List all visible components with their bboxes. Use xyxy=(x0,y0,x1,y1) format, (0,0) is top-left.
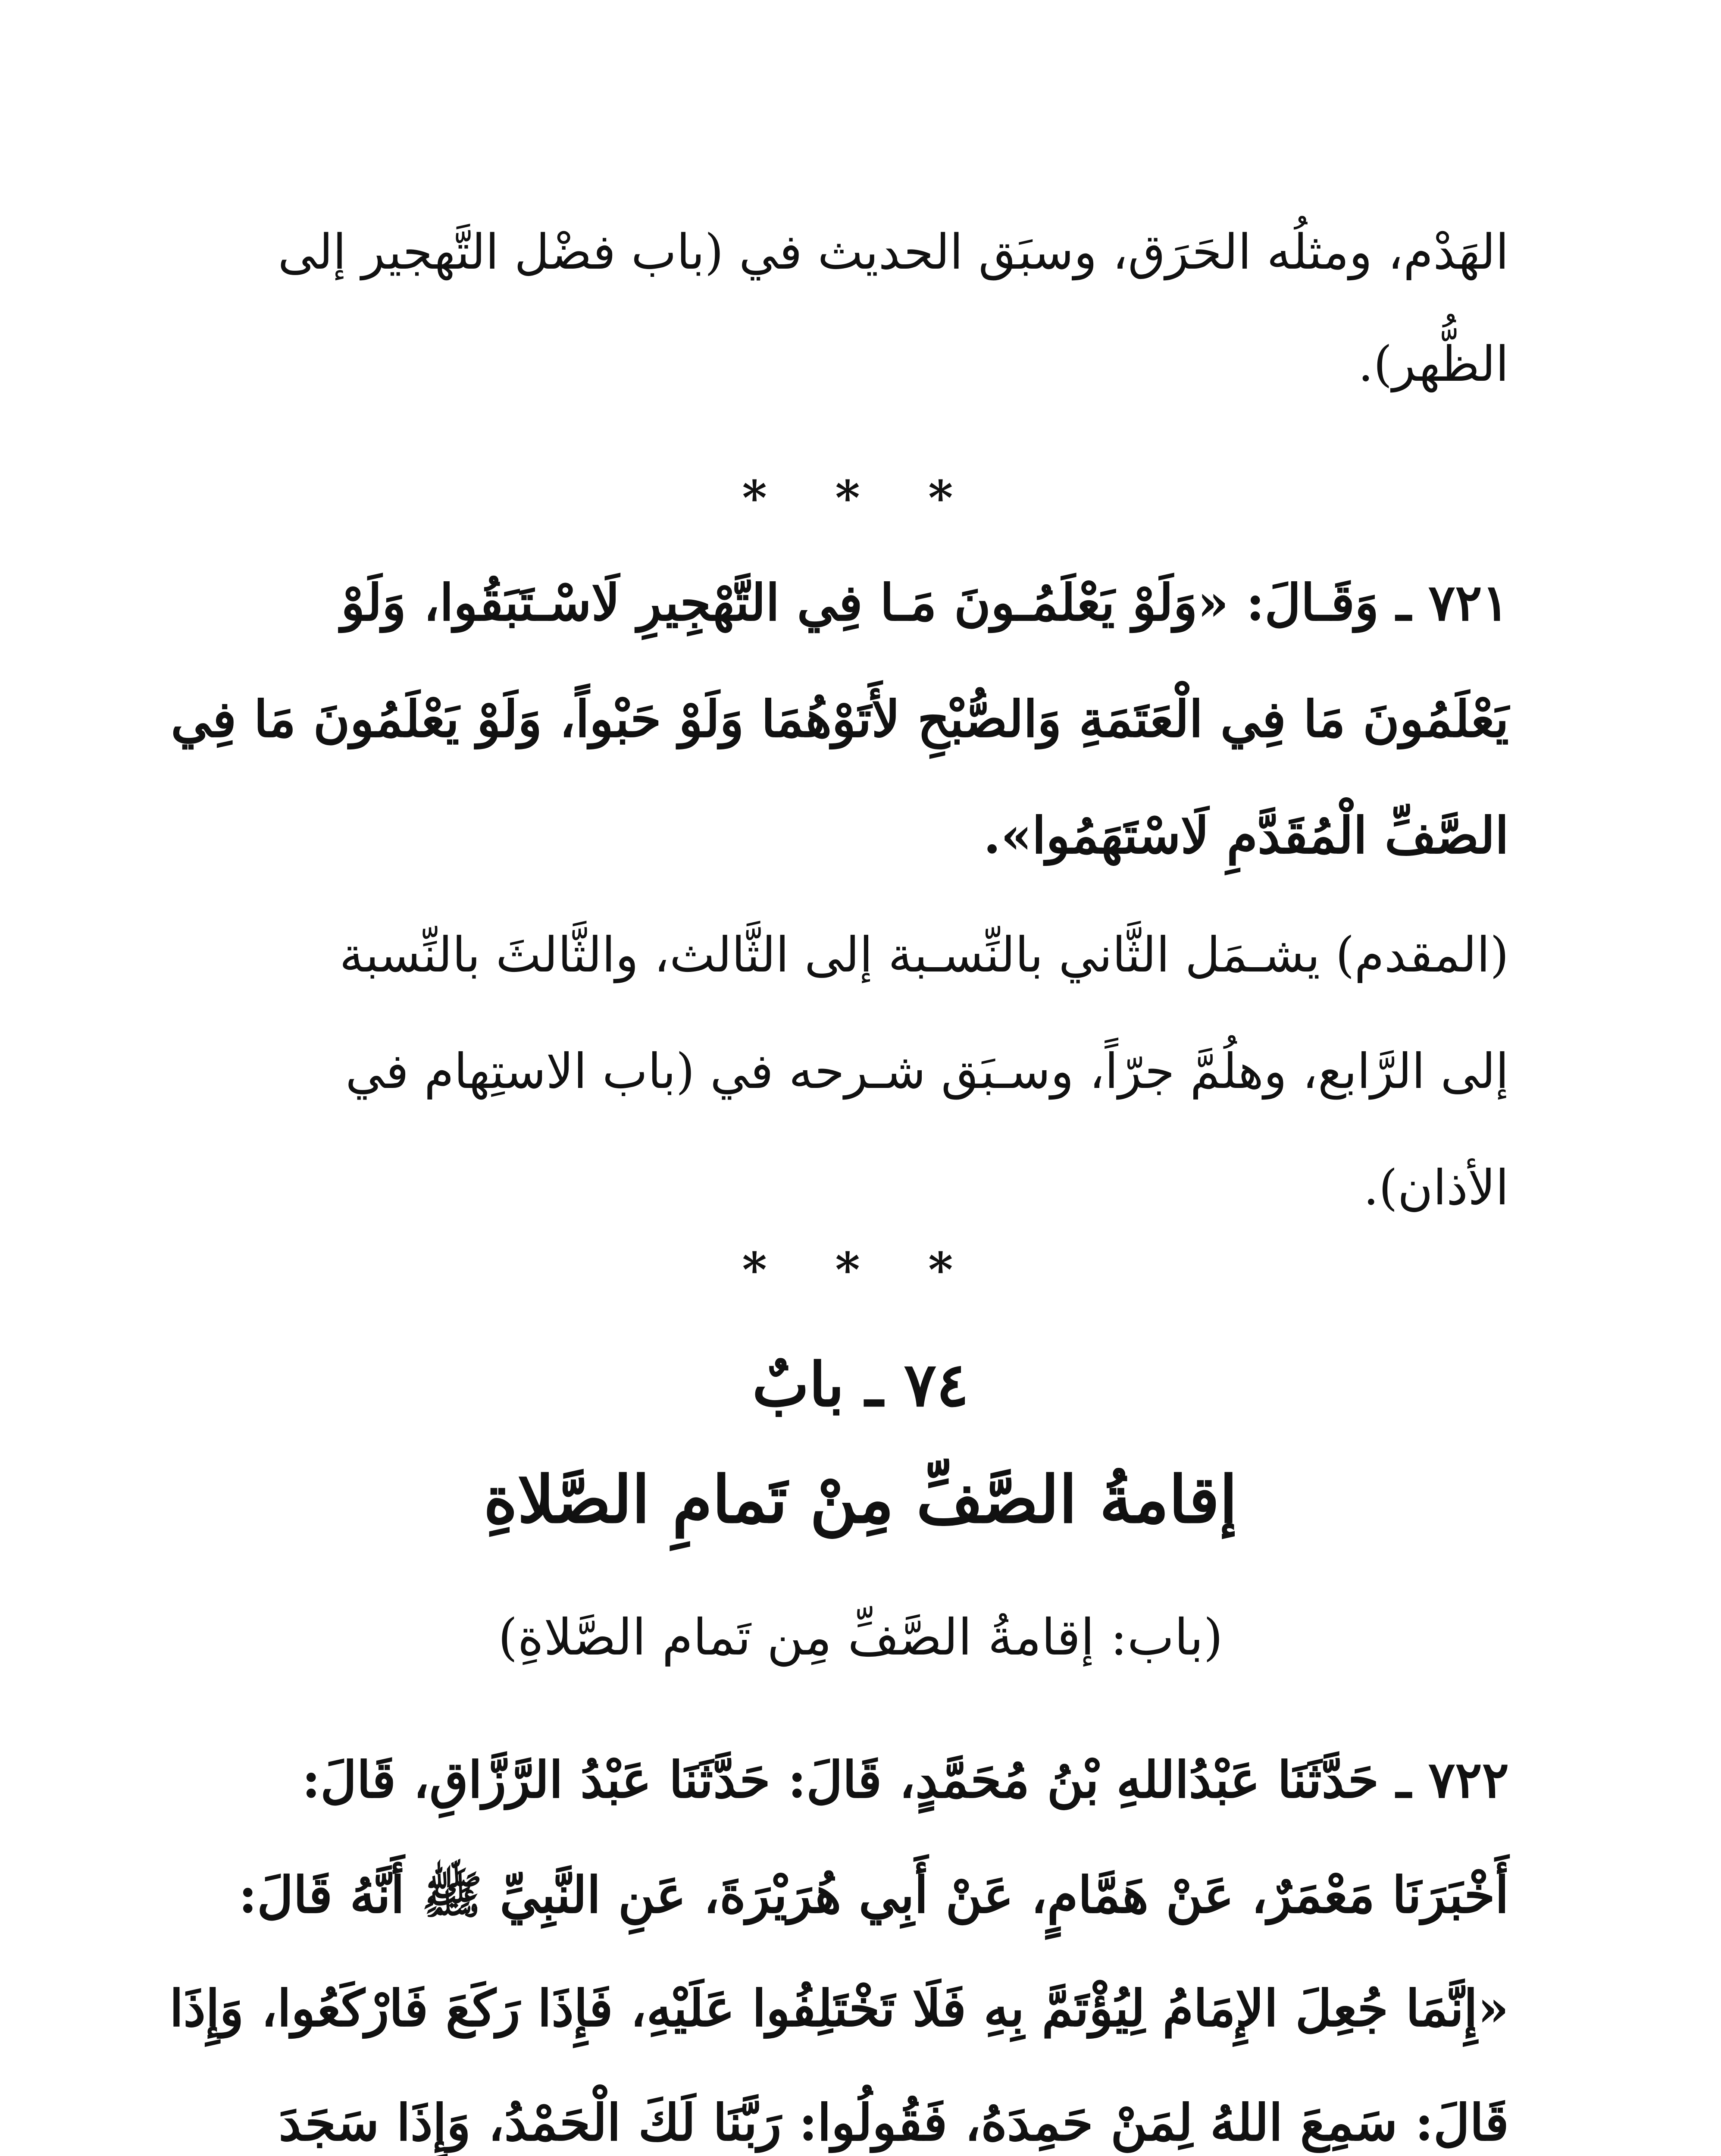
commentary-paragraph xyxy=(220,927,1509,1255)
hadith-line: «إِنَّمَا جُعِلَ الإِمَامُ لِيُؤْتَمَّ بِهِ فَلَا تَخْتَلِفُوا عَلَيْهِ، فَإِذَا رَكَعَ فَارْكَعُوا، وَإِذَا xyxy=(169,1979,1509,2038)
commentary-paragraph xyxy=(220,224,1509,431)
hadith-722 xyxy=(169,1751,1509,2156)
commentary-line: الأذان). xyxy=(1363,1160,1509,1216)
hadith-line: أَخْبَرَنَا مَعْمَرٌ، عَنْ هَمَّامٍ، عَنْ أَبِي هُرَيْرَةَ، عَنِ النَّبِيِّ ﷺ أَنَّهُ قَالَ: xyxy=(238,1866,1509,1924)
section-separator: * * * xyxy=(742,470,979,526)
commentary-line: إلى الرَّابع، وهلُمَّ جرّاً، وسـبَق شـرحه في (باب الاستِهام في xyxy=(345,1044,1509,1100)
hadith-line: الصَّفِّ الْمُقَدَّمِ لَاسْتَهَمُوا». xyxy=(983,806,1509,865)
hadith-line: ٧٢٢ ـ حَدَّثَنَا عَبْدُاللهِ بْنُ مُحَمَّدٍ، قَالَ: حَدَّثَنَا عَبْدُ الرَّزَّاقِ، قَالَ: xyxy=(302,1751,1509,1809)
hadith-line: يَعْلَمُونَ مَا فِي الْعَتَمَةِ وَالصُّبْحِ لأَتَوْهُمَا وَلَوْ حَبْواً، وَلَوْ يَعْلَمُونَ مَا فِي xyxy=(171,690,1509,749)
chapter-number: ٧٤ ـ بابٌ xyxy=(752,1350,969,1420)
commentary-line: (المقدم) يشـمَل الثَّاني بالنِّسـبة إلى الثَّالث، والثَّالثَ بالنِّسبة xyxy=(339,927,1509,983)
commentary-line: الظُّهر). xyxy=(1358,336,1509,392)
chapter-subtitle: (باب: إقامةُ الصَّفِّ مِن تَمام الصَّلاةِ) xyxy=(498,1608,1223,1667)
chapter-title: إقامةُ الصَّفِّ مِنْ تَمامِ الصَّلاةِ xyxy=(483,1462,1238,1538)
hadith-721 xyxy=(171,573,1509,901)
hadith-line: قَالَ: سَمِعَ اللهُ لِمَنْ حَمِدَهُ، فَقُولُوا: رَبَّنَا لَكَ الْحَمْدُ، وَإِذَا سَجَدَ xyxy=(278,2093,1509,2152)
section-separator: * * * xyxy=(742,1242,979,1297)
hadith-line: ٧٢١ ـ وَقَـالَ: «وَلَوْ يَعْلَمُـونَ مَـا فِي التَّهْجِيرِ لَاسْـتَبَقُوا، وَلَوْ xyxy=(341,573,1509,632)
commentary-line: الهَدْم، ومثلُه الحَرَق، وسبَق الحديث في (باب فضْل التَّهجير إلى xyxy=(278,224,1509,280)
